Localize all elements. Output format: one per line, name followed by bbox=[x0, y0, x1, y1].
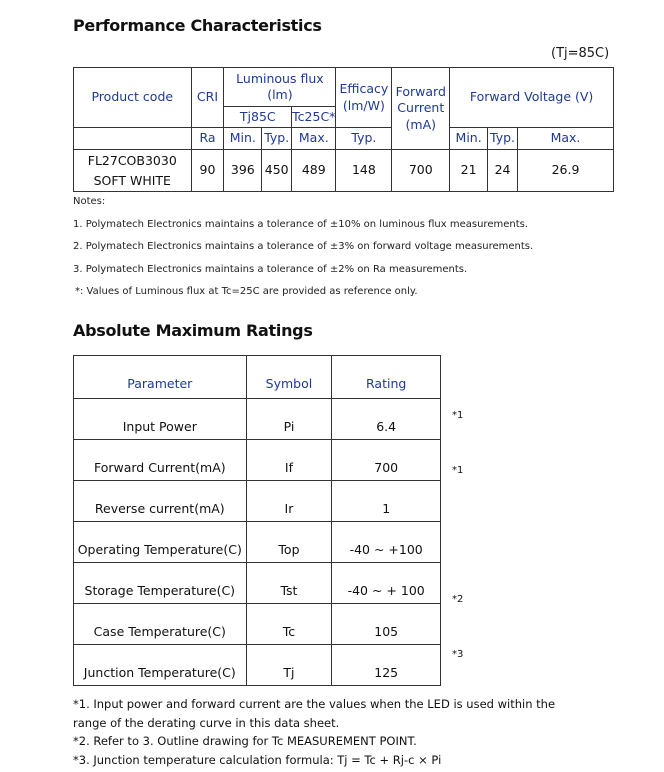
cell-parameter: Storage Temperature(C) bbox=[74, 563, 247, 604]
cell-symbol: Pi bbox=[246, 399, 332, 440]
notes-label: Notes: bbox=[73, 196, 106, 207]
header-forward-current-line3: (mA) bbox=[405, 116, 437, 132]
cell-current: 700 bbox=[392, 150, 450, 192]
table-row bbox=[74, 399, 441, 440]
product-code-line1: FL27COB3030 bbox=[87, 153, 177, 169]
footnote-3: *3. Junction temperature calculation formula: Tj = Tc + Rj-c × Pi bbox=[73, 753, 442, 767]
cell-ra: 90 bbox=[191, 150, 224, 192]
perf-title: Performance Characteristics bbox=[73, 16, 322, 35]
cell-symbol: If bbox=[246, 440, 332, 481]
footnote-1: *1. Input power and forward current are the values when the LED is used within the bbox=[73, 697, 556, 711]
header-luminous-flux-line2: (lm) bbox=[267, 87, 293, 102]
cell-fv-typ: 24 bbox=[488, 150, 518, 192]
cell-parameter: Forward Current(mA) bbox=[74, 440, 247, 481]
note-2: 2. Polymatech Electronics maintains a tolerance of ±3% on forward voltage measurements. bbox=[73, 241, 534, 252]
cell-efficacy: 148 bbox=[336, 150, 392, 192]
note-4: *: Values of Luminous flux at Tc=25C are provided as reference only. bbox=[75, 286, 418, 297]
header-tc25c: Tc25C* bbox=[292, 107, 336, 128]
cell-rating: -40 ~ + 100 bbox=[332, 563, 441, 604]
header-efficacy-line2: (lm/W) bbox=[342, 97, 385, 113]
header-forward-current-line2: Current bbox=[397, 100, 445, 116]
cell-rating: 6.4 bbox=[332, 399, 441, 440]
cell-symbol: Ir bbox=[246, 481, 332, 522]
header-fv-typ: Typ. bbox=[488, 128, 518, 150]
note-1: 1. Polymatech Electronics maintains a tolerance of ±10% on luminous flux measurements. bbox=[73, 219, 529, 230]
perf-condition: (Tj=85C) bbox=[551, 46, 610, 61]
footnote-1-cont: range of the derating curve in this data sheet. bbox=[73, 716, 340, 730]
table-row bbox=[74, 563, 441, 604]
cell-symbol: Tj bbox=[246, 645, 332, 686]
cell-flux-max: 489 bbox=[292, 150, 336, 192]
header-forward-voltage: Forward Voltage (V) bbox=[450, 68, 614, 128]
footnote-mark-3: *3 bbox=[452, 649, 464, 660]
cell-parameter: Case Temperature(C) bbox=[74, 604, 247, 645]
product-code-line2: SOFT WHITE bbox=[93, 172, 171, 188]
cell-fv-min: 21 bbox=[450, 150, 488, 192]
cell-parameter: Input Power bbox=[74, 399, 247, 440]
footnote-mark-1b: *1 bbox=[452, 465, 464, 476]
note-3: 3. Polymatech Electronics maintains a tolerance of ±2% on Ra measurements. bbox=[73, 264, 468, 275]
header-tj85c: Tj85C bbox=[224, 107, 292, 128]
header-fv-min: Min. bbox=[450, 128, 488, 150]
header-efficacy-line1: Efficacy bbox=[339, 81, 389, 97]
header-fv-max: Max. bbox=[517, 128, 613, 150]
header-product-code: Product code bbox=[74, 68, 192, 128]
header-cri: CRI bbox=[191, 68, 224, 128]
header-luminous-flux bbox=[224, 68, 336, 107]
footnote-2: *2. Refer to 3. Outline drawing for Tc MEASUREMENT POINT. bbox=[73, 734, 417, 748]
cell-flux-min: 396 bbox=[224, 150, 262, 192]
table-row bbox=[74, 440, 441, 481]
header-blank bbox=[74, 128, 192, 150]
footnote-mark-1: *1 bbox=[452, 410, 464, 421]
table-row bbox=[74, 645, 441, 686]
performance-table bbox=[73, 67, 614, 192]
header-forward-current bbox=[392, 68, 450, 150]
cell-symbol: Tc bbox=[246, 604, 332, 645]
cell-symbol: Top bbox=[246, 522, 332, 563]
cell-parameter: Junction Temperature(C) bbox=[74, 645, 247, 686]
cell-parameter: Operating Temperature(C) bbox=[74, 522, 247, 563]
table-row bbox=[74, 481, 441, 522]
cell-fv-max: 26.9 bbox=[517, 150, 613, 192]
cell-rating: 1 bbox=[332, 481, 441, 522]
header-rating: Rating bbox=[332, 356, 441, 399]
header-flux-typ: Typ. bbox=[262, 128, 292, 150]
header-flux-max: Max. bbox=[292, 128, 336, 150]
header-efficacy bbox=[336, 68, 392, 128]
cell-rating: 105 bbox=[332, 604, 441, 645]
table-row bbox=[74, 604, 441, 645]
header-efficacy-typ: Typ. bbox=[336, 128, 392, 150]
cell-rating: 700 bbox=[332, 440, 441, 481]
amr-title: Absolute Maximum Ratings bbox=[73, 321, 313, 340]
cell-flux-typ: 450 bbox=[262, 150, 292, 192]
header-flux-min: Min. bbox=[224, 128, 262, 150]
cell-rating: -40 ~ +100 bbox=[332, 522, 441, 563]
table-row bbox=[74, 150, 614, 192]
cell-product-code bbox=[74, 150, 192, 192]
header-ra: Ra bbox=[191, 128, 224, 150]
cell-rating: 125 bbox=[332, 645, 441, 686]
header-symbol: Symbol bbox=[246, 356, 332, 399]
cell-parameter: Reverse current(mA) bbox=[74, 481, 247, 522]
header-forward-current-line1: Forward bbox=[395, 84, 446, 100]
cell-symbol: Tst bbox=[246, 563, 332, 604]
footnote-mark-2: *2 bbox=[452, 594, 464, 605]
header-parameter: Parameter bbox=[74, 356, 247, 399]
header-luminous-flux-line1: Luminous flux bbox=[236, 70, 324, 86]
table-row bbox=[74, 522, 441, 563]
amr-table bbox=[73, 355, 441, 686]
